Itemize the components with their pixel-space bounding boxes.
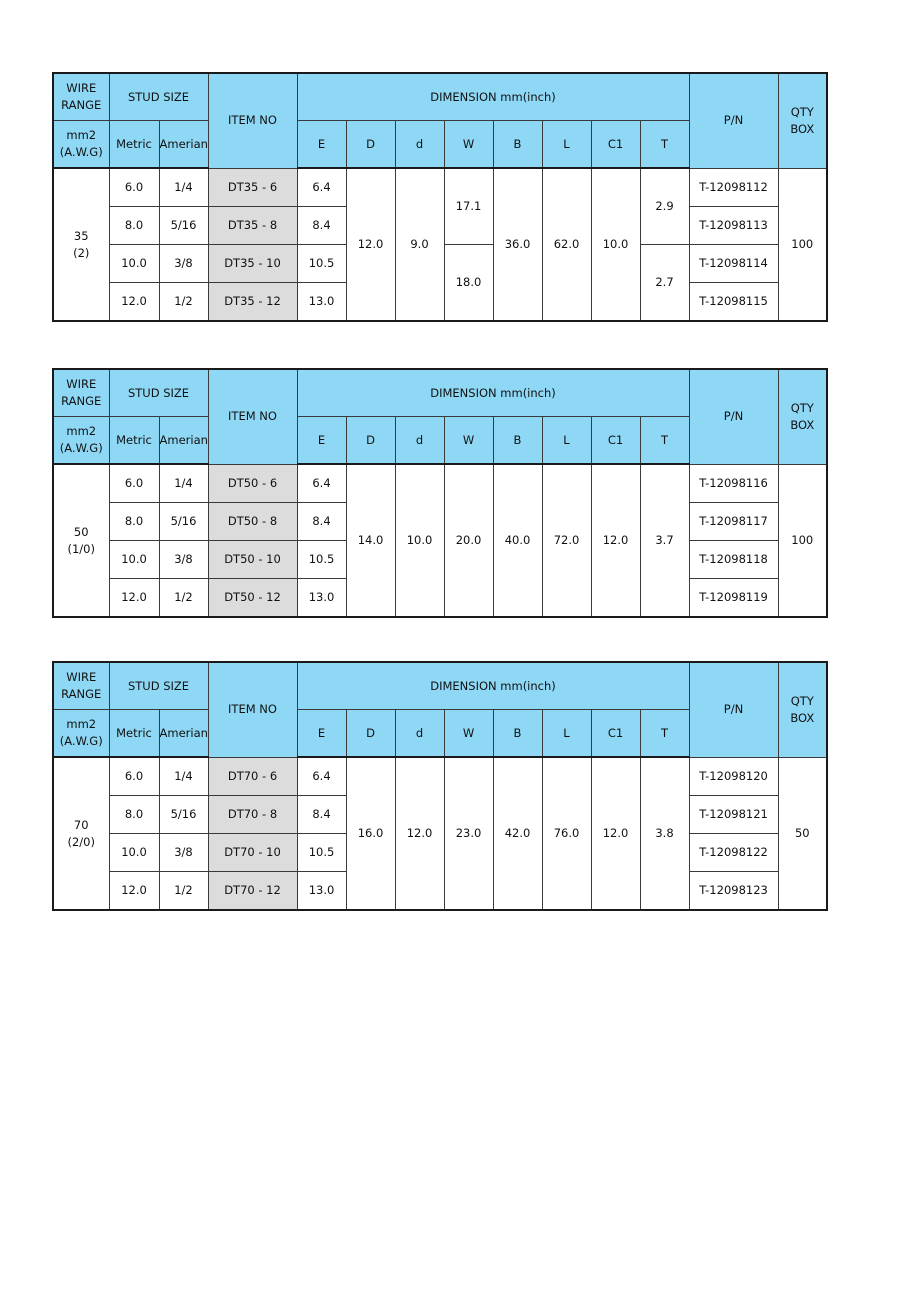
- header-dim-d-upper: D: [346, 121, 395, 169]
- dim-d-lower-cell: 9.0: [395, 168, 444, 321]
- pn-cell: T-12098112: [689, 168, 778, 207]
- wire-range-cell: 50 (1/0): [53, 464, 109, 617]
- header-dim-d-lower: d: [395, 121, 444, 169]
- item-no-cell: DT35 - 6: [208, 168, 297, 207]
- metric-cell: 8.0: [109, 796, 159, 834]
- item-no-cell: DT70 - 8: [208, 796, 297, 834]
- spec-table: [52, 661, 828, 911]
- metric-cell: 6.0: [109, 464, 159, 503]
- dim-d-upper-cell: 12.0: [346, 168, 395, 321]
- pn-cell: T-12098121: [689, 796, 778, 834]
- header-item-no: ITEM NO: [208, 369, 297, 464]
- item-no-cell: DT35 - 8: [208, 207, 297, 245]
- american-cell: 1/2: [159, 872, 208, 911]
- dim-e-cell: 13.0: [297, 283, 346, 322]
- metric-cell: 6.0: [109, 168, 159, 207]
- wire-range-cell: 70 (2/0): [53, 757, 109, 910]
- header-dim-e: E: [297, 710, 346, 758]
- header-wire-range: WIRE RANGE: [53, 369, 109, 417]
- header-dim-t: T: [640, 710, 689, 758]
- header-qty-box: QTY BOX: [778, 369, 827, 464]
- header-qty-box: QTY BOX: [778, 662, 827, 757]
- metric-cell: 8.0: [109, 207, 159, 245]
- wire-range-cell: 35 (2): [53, 168, 109, 321]
- dim-e-cell: 8.4: [297, 503, 346, 541]
- header-dim-c1: C1: [591, 417, 640, 465]
- header-wire-range: WIRE RANGE: [53, 662, 109, 710]
- header-pn: P/N: [689, 369, 778, 464]
- pn-cell: T-12098123: [689, 872, 778, 911]
- header-mm2-awg: mm2 (A.W.G): [53, 121, 109, 169]
- header-dim-b: B: [493, 121, 542, 169]
- dim-e-cell: 6.4: [297, 464, 346, 503]
- dim-w-cell: 18.0: [444, 245, 493, 322]
- header-american: Amerian: [159, 710, 208, 758]
- spec-table: [52, 72, 828, 322]
- dim-d-upper-cell: 14.0: [346, 464, 395, 617]
- pn-cell: T-12098115: [689, 283, 778, 322]
- header-metric: Metric: [109, 710, 159, 758]
- header-dim-w: W: [444, 710, 493, 758]
- metric-cell: 10.0: [109, 541, 159, 579]
- dim-t-cell: 2.9: [640, 168, 689, 245]
- pn-cell: T-12098119: [689, 579, 778, 618]
- header-metric: Metric: [109, 417, 159, 465]
- table-row: [53, 168, 827, 207]
- dim-e-cell: 8.4: [297, 207, 346, 245]
- header-item-no: ITEM NO: [208, 73, 297, 168]
- header-dim-w: W: [444, 121, 493, 169]
- qty-cell: 100: [778, 168, 827, 321]
- spec-table: [52, 368, 828, 618]
- dim-l-cell: 76.0: [542, 757, 591, 910]
- header-dim-e: E: [297, 417, 346, 465]
- header-stud-size: STUD SIZE: [109, 662, 208, 710]
- header-dim-d-upper: D: [346, 417, 395, 465]
- dim-e-cell: 13.0: [297, 579, 346, 618]
- header-mm2-awg: mm2 (A.W.G): [53, 417, 109, 465]
- pn-cell: T-12098118: [689, 541, 778, 579]
- item-no-cell: DT70 - 12: [208, 872, 297, 911]
- header-american: Amerian: [159, 121, 208, 169]
- header-dim-b: B: [493, 710, 542, 758]
- header-dim-l: L: [542, 121, 591, 169]
- header-dimension: DIMENSION mm(inch): [297, 369, 689, 417]
- dim-t-cell: 3.7: [640, 464, 689, 617]
- header-stud-size: STUD SIZE: [109, 369, 208, 417]
- qty-cell: 50: [778, 757, 827, 910]
- header-dim-d-lower: d: [395, 710, 444, 758]
- american-cell: 3/8: [159, 245, 208, 283]
- header-dim-d-upper: D: [346, 710, 395, 758]
- metric-cell: 6.0: [109, 757, 159, 796]
- header-dim-l: L: [542, 710, 591, 758]
- dim-e-cell: 6.4: [297, 757, 346, 796]
- header-dim-b: B: [493, 417, 542, 465]
- table-row: [53, 757, 827, 796]
- dim-w-cell: 17.1: [444, 168, 493, 245]
- header-stud-size: STUD SIZE: [109, 73, 208, 121]
- dim-e-cell: 8.4: [297, 796, 346, 834]
- metric-cell: 12.0: [109, 872, 159, 911]
- dim-l-cell: 62.0: [542, 168, 591, 321]
- american-cell: 3/8: [159, 541, 208, 579]
- item-no-cell: DT50 - 6: [208, 464, 297, 503]
- item-no-cell: DT35 - 12: [208, 283, 297, 322]
- header-pn: P/N: [689, 73, 778, 168]
- qty-cell: 100: [778, 464, 827, 617]
- american-cell: 1/4: [159, 757, 208, 796]
- american-cell: 1/4: [159, 168, 208, 207]
- item-no-cell: DT70 - 6: [208, 757, 297, 796]
- pn-cell: T-12098120: [689, 757, 778, 796]
- american-cell: 3/8: [159, 834, 208, 872]
- dim-e-cell: 13.0: [297, 872, 346, 911]
- header-dim-t: T: [640, 417, 689, 465]
- metric-cell: 12.0: [109, 283, 159, 322]
- item-no-cell: DT35 - 10: [208, 245, 297, 283]
- header-dim-l: L: [542, 417, 591, 465]
- dim-l-cell: 72.0: [542, 464, 591, 617]
- header-pn: P/N: [689, 662, 778, 757]
- metric-cell: 10.0: [109, 245, 159, 283]
- american-cell: 5/16: [159, 796, 208, 834]
- dim-t-cell: 2.7: [640, 245, 689, 322]
- header-qty-box: QTY BOX: [778, 73, 827, 168]
- header-dim-d-lower: d: [395, 417, 444, 465]
- dim-b-cell: 36.0: [493, 168, 542, 321]
- dim-d-lower-cell: 12.0: [395, 757, 444, 910]
- item-no-cell: DT50 - 10: [208, 541, 297, 579]
- table-row: [53, 464, 827, 503]
- header-dim-t: T: [640, 121, 689, 169]
- american-cell: 1/2: [159, 283, 208, 322]
- american-cell: 5/16: [159, 503, 208, 541]
- dim-e-cell: 10.5: [297, 834, 346, 872]
- header-dim-c1: C1: [591, 710, 640, 758]
- dim-e-cell: 10.5: [297, 245, 346, 283]
- american-cell: 1/4: [159, 464, 208, 503]
- header-dim-c1: C1: [591, 121, 640, 169]
- american-cell: 5/16: [159, 207, 208, 245]
- pn-cell: T-12098117: [689, 503, 778, 541]
- dim-w-cell: 20.0: [444, 464, 493, 617]
- header-dimension: DIMENSION mm(inch): [297, 73, 689, 121]
- header-dim-w: W: [444, 417, 493, 465]
- dim-d-upper-cell: 16.0: [346, 757, 395, 910]
- american-cell: 1/2: [159, 579, 208, 618]
- pn-cell: T-12098114: [689, 245, 778, 283]
- dim-b-cell: 40.0: [493, 464, 542, 617]
- dim-c1-cell: 12.0: [591, 757, 640, 910]
- metric-cell: 10.0: [109, 834, 159, 872]
- header-wire-range: WIRE RANGE: [53, 73, 109, 121]
- dim-c1-cell: 12.0: [591, 464, 640, 617]
- pn-cell: T-12098113: [689, 207, 778, 245]
- header-dim-e: E: [297, 121, 346, 169]
- header-american: Amerian: [159, 417, 208, 465]
- dim-e-cell: 10.5: [297, 541, 346, 579]
- metric-cell: 8.0: [109, 503, 159, 541]
- dim-w-cell: 23.0: [444, 757, 493, 910]
- pn-cell: T-12098122: [689, 834, 778, 872]
- header-item-no: ITEM NO: [208, 662, 297, 757]
- item-no-cell: DT50 - 12: [208, 579, 297, 618]
- dim-d-lower-cell: 10.0: [395, 464, 444, 617]
- header-metric: Metric: [109, 121, 159, 169]
- dim-b-cell: 42.0: [493, 757, 542, 910]
- pn-cell: T-12098116: [689, 464, 778, 503]
- item-no-cell: DT50 - 8: [208, 503, 297, 541]
- metric-cell: 12.0: [109, 579, 159, 618]
- dim-c1-cell: 10.0: [591, 168, 640, 321]
- header-dimension: DIMENSION mm(inch): [297, 662, 689, 710]
- header-mm2-awg: mm2 (A.W.G): [53, 710, 109, 758]
- dim-e-cell: 6.4: [297, 168, 346, 207]
- dim-t-cell: 3.8: [640, 757, 689, 910]
- item-no-cell: DT70 - 10: [208, 834, 297, 872]
